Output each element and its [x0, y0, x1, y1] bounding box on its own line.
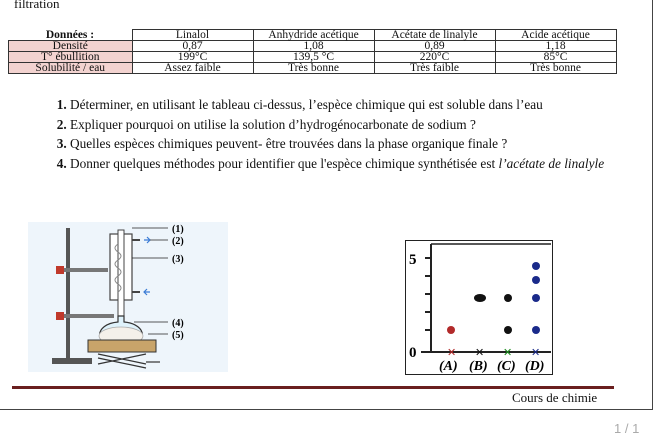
lane-label-d: (D): [525, 359, 545, 374]
page-number: 1 / 1: [614, 421, 640, 436]
heating-mantle: [88, 340, 156, 352]
axis-label-bottom: 0: [409, 345, 417, 361]
table-cell: 85°C: [495, 52, 616, 63]
question-item: [70, 134, 642, 154]
table-cell: Très faible: [374, 63, 495, 74]
apparatus-label-1: (1): [172, 224, 184, 235]
table-cell: 199°C: [132, 52, 253, 63]
footer-rule: [12, 386, 614, 389]
spot-lane-d-4: [532, 326, 540, 334]
reflux-apparatus-diagram: [28, 222, 228, 372]
table-row: [9, 41, 617, 52]
frame-border-bottom: [0, 409, 653, 410]
apparatus-label-2: (2): [172, 236, 184, 247]
question-text: Expliquer pourquoi on utilise la solution d’hydrogénocarbonate de sodium ?: [70, 116, 476, 132]
top-text: filtration: [14, 0, 60, 11]
table-row: [9, 52, 617, 63]
table-cell: 1,18: [495, 41, 616, 52]
table-cell: Très bonne: [495, 63, 616, 74]
table-cell: 0,89: [374, 41, 495, 52]
question-emphasis: l’acétate de linalyle: [498, 155, 605, 171]
table-row: [9, 63, 617, 74]
row-label: Densité: [9, 41, 133, 52]
stand-rod: [66, 228, 70, 362]
axis-label-top: 5: [409, 252, 417, 268]
row-label: Solubilité / eau: [9, 63, 133, 74]
spot-lane-d-2: [532, 276, 540, 284]
question-text: Quelles espèces chimiques peuvent- être trouvées dans la phase organique finale ?: [70, 136, 508, 151]
spot-lane-d-3: [532, 294, 540, 302]
spot-lane-a: [447, 326, 455, 334]
question-list: [48, 95, 642, 173]
table-header: Acide acétique: [495, 30, 616, 41]
data-table: [8, 29, 617, 74]
tlc-plate-diagram: [405, 240, 555, 376]
lower-clamp-arm: [58, 314, 114, 318]
lane-label-b: (B): [469, 359, 488, 374]
lane-c-origin-mark: ✕: [503, 347, 513, 359]
table-cell: 1,08: [253, 41, 374, 52]
spot-lane-b: [474, 294, 486, 302]
upper-clamp-arm: [58, 268, 108, 272]
apparatus-label-4: (4): [172, 318, 184, 329]
spot-lane-c-lower: [504, 326, 512, 334]
lane-d-origin-mark: ✕: [531, 347, 541, 359]
question-item: [70, 95, 642, 115]
stand-base: [52, 358, 92, 364]
lane-a-origin-mark: ✕: [447, 347, 457, 359]
question-text: Donner quelques méthodes pour identifier que l'espèce chimique synthétisée est: [70, 155, 499, 171]
frame-border-right: [652, 0, 653, 410]
table-header: Anhydride acétique: [253, 30, 374, 41]
question-text: Déterminer, en utilisant le tableau ci-dessus, l’espèce chimique qui est soluble dans l’eau: [70, 97, 543, 112]
lane-label-c: (C): [497, 359, 516, 374]
lane-label-a: (A): [439, 359, 458, 374]
spot-lane-c-upper: [504, 294, 512, 302]
lower-clamp-knob: [56, 312, 64, 320]
apparatus-label-5: (5): [172, 330, 184, 341]
upper-clamp-knob: [56, 266, 64, 274]
table-header: Linalol: [132, 30, 253, 41]
spot-lane-d-1: [532, 262, 540, 270]
table-cell: 0,87: [132, 41, 253, 52]
table-corner: Données :: [9, 30, 133, 41]
table-cell: 139,5 °C: [253, 52, 374, 63]
row-label: T° ébullition: [9, 52, 133, 63]
table-cell: 220°C: [374, 52, 495, 63]
table-cell: Assez faible: [132, 63, 253, 74]
apparatus-label-3: (3): [172, 254, 184, 265]
table-cell: Très bonne: [253, 63, 374, 74]
table-header-row: [9, 30, 617, 41]
lane-b-origin-mark: ✕: [475, 347, 485, 359]
question-item: [70, 115, 642, 135]
question-item: [70, 154, 642, 174]
table-header: Acétate de linalyle: [374, 30, 495, 41]
footer-text: Cours de chimie: [512, 390, 598, 405]
